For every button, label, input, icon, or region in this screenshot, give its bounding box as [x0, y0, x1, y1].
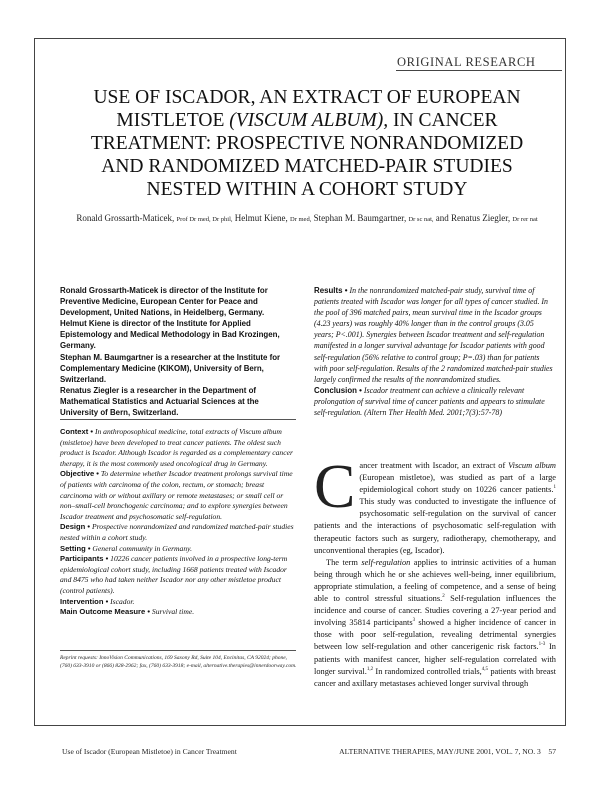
title-line-2	[40, 109, 574, 132]
results-text: In the nonrandomized matched-pair study, survival time of patients treated with Iscador was longer for all types of cancer studied. In the pool of 396 matched pairs, mean survival time in the Iscador groups (4.23 years) was roughly 40% longer than in the control groups (3.05 years; P<.001). Synergies between Iscador treatment and self-regulation manifested in a longer survival advantage for Iscador patients with good self-regulation (56% relative to control group; P=.03) than for patients with poor self-regulation. Results of the 2 randomized matched-pair studies largely confirmed the results of the nonrandomized studies.	[314, 286, 553, 384]
intervention-label: Intervention •	[60, 596, 109, 606]
running-footer-journal	[284, 747, 556, 756]
conclusion-text: Iscador treatment can achieve a clinically relevant prolongation of survival time of cancer patients and appears to stimulate self-regulation. (Altern Ther Health Med. 2001;7(3):57-78)	[314, 385, 545, 418]
author-name: and Renatus Ziegler,	[435, 213, 511, 223]
title-line-2b: (VISCUM ALBUM),	[229, 110, 389, 131]
citation-ref: 3	[412, 618, 416, 624]
setting-text: General community in Germany.	[92, 543, 192, 553]
participants-label: Participants •	[60, 554, 109, 564]
drop-cap: C	[314, 453, 356, 521]
body-text	[314, 453, 557, 690]
outcome-text: Survival time.	[151, 607, 195, 617]
body-text-run: This study was conducted to investigate the influence of psychosomatic self-regulation on the survival of cancer patients and the interactions of psychosomatic self-regulation with therapeutic factors such as surgery, radiotherapy, chemotherapy, and unconventional therapies (eg, Iscador).	[314, 497, 556, 555]
citation-ref: 4,5	[481, 666, 489, 672]
title-line-2a: MISTLETOE	[116, 110, 230, 131]
section-label: ORIGINAL RESEARCH	[397, 55, 536, 69]
author-bio	[60, 285, 294, 418]
bio-paragraph: Renatus Ziegler is a researcher in the Department of Mathematical Statistics and Actuarial Sciences at the University of Bern, Switzerland.	[60, 385, 259, 418]
title-line-4: AND RANDOMIZED MATCHED-PAIR STUDIES	[101, 156, 513, 177]
context-text: In anthroposophical medicine, total extracts of Viscum album (mistletoe) have been developed to treat cancer patients. The oldest such product is Iscador. Although Iscador is regarded as a complementary cancer therapy, it is the most commonly used oncological drug in Germany.	[60, 427, 293, 468]
design-paragraph	[60, 522, 296, 543]
running-footer-title: Use of Iscador (European Mistletoe) in Cancer Treatment	[62, 747, 237, 756]
body-text-run: Self-regulation influences the incidence and course of cancer. Studies covering a 27-year period and involving 35814 participants	[314, 594, 556, 628]
author-name: Helmut Kiene,	[234, 213, 288, 223]
objective-label: Objective •	[60, 469, 99, 479]
page-number: 57	[548, 747, 556, 756]
abstract-main	[60, 427, 296, 618]
body-italic-run: self-regulation	[361, 557, 411, 567]
author-degrees: Dr med,	[290, 216, 312, 223]
results-label: Results •	[314, 286, 348, 295]
reprint-rule	[60, 650, 296, 651]
author-degrees: Dr rer nat	[512, 216, 538, 223]
intervention-text: Iscador.	[110, 596, 135, 606]
body-text-run: ancer treatment with Iscador, an extract of	[359, 461, 509, 470]
design-text: Prospective nonrandomized and randomized matched-pair studies nested within a cohort study.	[60, 522, 294, 542]
title-line-2c: IN CANCER	[388, 110, 498, 131]
reprint-requests: Reprint requests: InnoVision Communications, 169 Saxony Rd, Suite 104, Encinitas, CA 92024; phone, (760) 633-3910 or (866) 828-2962; fax, (760) 633-3918; e-mail, alternative.therapies@innerdoorway.com.	[60, 655, 297, 669]
abstract-results	[314, 285, 554, 418]
objective-text: To determine whether Iscador treatment prolongs survival time of patients with carcinoma of the colon, rectum, or stomach; breast carcinoma with or without axillary or remote metastases; or small cell or non–small-cell bronchogenic carcinoma; and to explore synergies between Iscador treatment and psychosomatic self-regulation.	[60, 469, 293, 521]
title-line-3: TREATMENT: PROSPECTIVE NONRANDOMIZED	[90, 133, 524, 154]
body-paragraph-2	[314, 557, 556, 690]
bio-paragraph: Stephan M. Baumgartner is a researcher at the Institute for Complementary Medicine (KIKOM), University of Bern, Switzerland.	[60, 352, 281, 384]
citation-ref: 1,2	[366, 666, 374, 672]
body-text-run: patients with breast cancer and axillary metastases achieved longer survival through	[314, 666, 556, 688]
setting-paragraph	[60, 544, 296, 555]
author-name: Ronald Grossarth-Maticek,	[76, 213, 175, 223]
design-label: Design •	[60, 522, 91, 532]
journal-citation: ALTERNATIVE THERAPIES, MAY/JUNE 2001, VOL. 7, NO. 3	[339, 747, 541, 756]
outcome-paragraph	[60, 607, 296, 618]
title-line-1: USE OF ISCADOR, AN EXTRACT OF EUROPEAN	[93, 87, 521, 108]
outcome-label: Main Outcome Measure •	[60, 607, 151, 617]
objective-paragraph	[60, 469, 296, 522]
abstract-top-rule	[60, 419, 296, 420]
results-paragraph	[314, 285, 554, 385]
setting-label: Setting •	[60, 543, 91, 553]
context-label: Context •	[60, 427, 94, 436]
title-line-5: NESTED WITHIN A COHORT STUDY	[146, 179, 468, 200]
citation-ref: 2	[442, 594, 445, 600]
article-title	[40, 86, 574, 201]
author-name: Stephan M. Baumgartner,	[313, 213, 407, 223]
section-rule	[396, 70, 562, 71]
intervention-paragraph	[60, 597, 296, 608]
citation-ref: 1	[553, 485, 556, 491]
body-text-run: showed a higher incidence of cancer in those with poor self-regulation, revealing detrimental synergies between low self-regulation and other cancerigenic risk factors.	[314, 618, 556, 652]
body-text-run: In randomized controlled trials,	[373, 666, 482, 676]
body-italic-run: Viscum album	[508, 461, 556, 470]
body-text-run: (European mistletoe), was studied as part of a large epidemiological cohort study on 10226 cancer patients.	[359, 473, 556, 495]
bio-paragraph: Ronald Grossarth-Maticek is director of the Institute for Preventive Medicine, European Center for Peace and Development, United Nations, in Heidelberg, Germany.	[60, 286, 268, 318]
conclusion-paragraph	[314, 385, 554, 418]
participants-paragraph	[60, 554, 296, 596]
author-degrees: Prof Dr med, Dr phil,	[176, 216, 233, 223]
body-paragraph-1	[314, 453, 556, 557]
body-text-run: applies to intrinsic activities of a human being through which he or she achieves well-being, inner equilibrium, appropriate stimulation, a feeling of competence, and a sense of being able to control stressful situations.	[314, 557, 557, 604]
body-text-run: The term	[326, 557, 362, 567]
author-degrees: Dr sc nat,	[408, 216, 434, 223]
body-text-run: In patients with manifest cancer, higher self-regulation correlated with longer survival.	[314, 642, 556, 676]
citation-ref: 1-3	[538, 642, 546, 648]
bio-paragraph: Helmut Kiene is director of the Institute for Applied Epistemology and Medical Methodology in Bad Krozingen, Germany.	[60, 319, 280, 351]
author-line	[40, 213, 574, 223]
conclusion-label: Conclusion •	[314, 385, 362, 395]
context-paragraph	[60, 427, 296, 469]
participants-text: 10226 cancer patients involved in a prospective long-term epidemiological cohort study, including 1668 patients treated with Iscador and 8475 who had taken neither Iscador nor any other mistletoe product (control patients).	[60, 554, 288, 595]
